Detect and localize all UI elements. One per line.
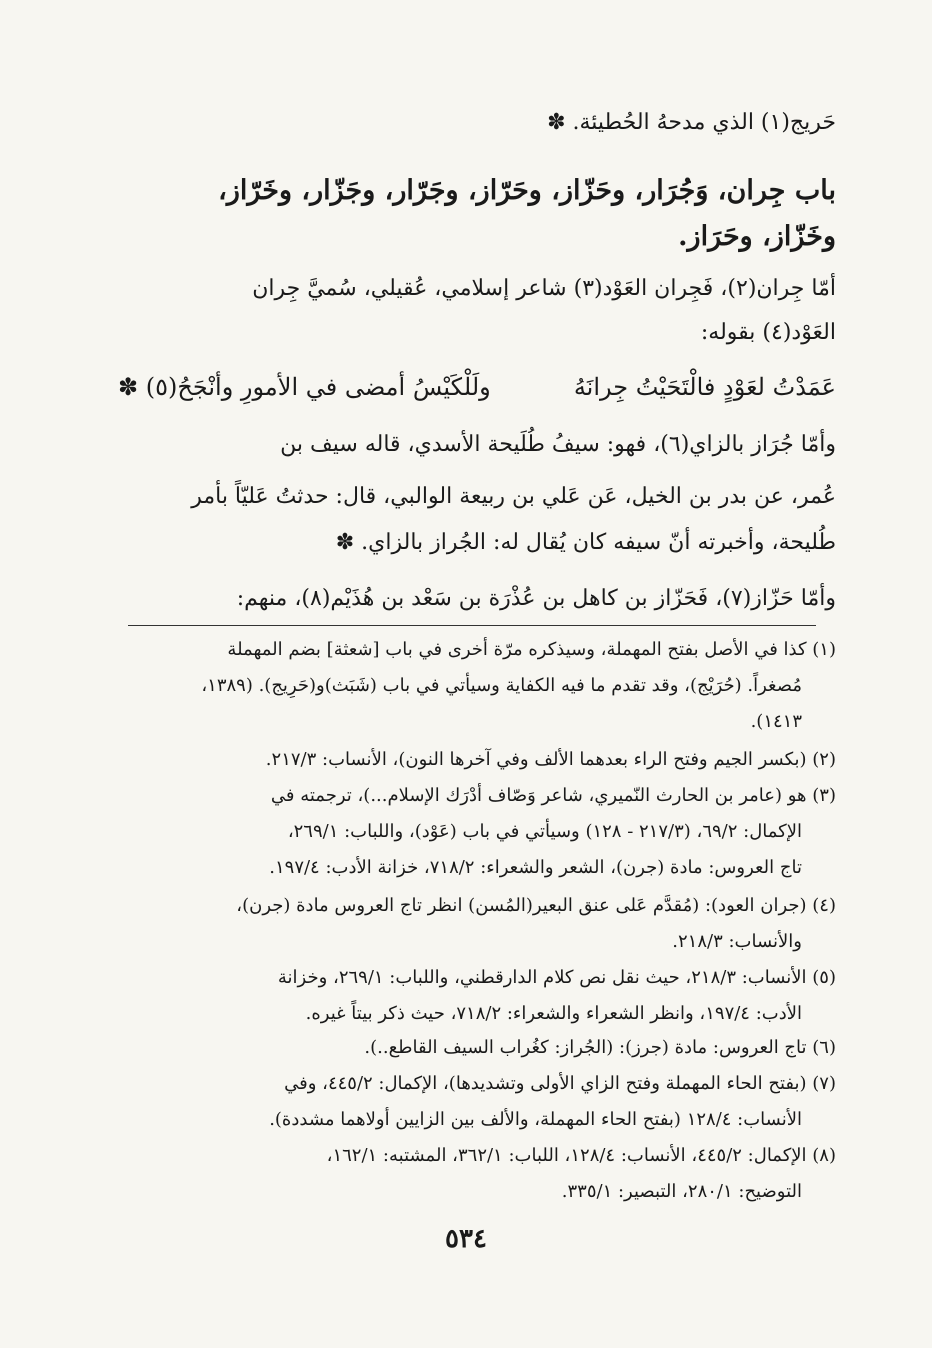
paragraph-1-line-1: أمّا جِران(٢)، فَجِران العَوْد(٣) شاعر إسلامي، عُقيلي، سُميَّ جِران: [252, 276, 836, 301]
verse-hemistich-1: عَمَدْتُ لعَوْدٍ فالْتَحَيْتُ جِرانَهُ: [573, 373, 836, 401]
chapter-heading-line-2: وخَزّاز، وحَرَاز.: [678, 221, 836, 252]
footnote-separator: [128, 625, 816, 626]
chapter-heading-line-1: باب جِران، وَجُرَار، وحَزّاز، وحَرّاز، وجَرّار، وجَزّار، وخَرّاز،: [218, 175, 836, 206]
footnote-3-line-1: (٣) هو (عامر بن الحارث النّميري، شاعر وَصّاف أدْرَك الإسلام...)، ترجمته في: [270, 785, 836, 806]
footnote-8-line-1: (٨) الإكمال: ٤٤٥/٢، الأنساب: ١٢٨/٤، اللباب: ٣٦٢/١، المشتبه: ١٦٢/١،: [326, 1145, 836, 1166]
footnote-3-line-2: الإكمال: ٦٩/٢، (٢١٧/٣ - ١٢٨) وسيأتي في باب (عَوْد)، واللباب: ٢٦٩/١،: [287, 821, 802, 842]
footnote-4-line-2: والأنساب: ٢١٨/٣.: [672, 931, 802, 952]
paragraph-3: وأمّا حَزّاز(٧)، فَحَزّاز بن كاهل بن عُذْرَة بن سَعْد بن هُذَيْم(٨)، منهم:: [236, 586, 836, 611]
footnote-8-line-2: التوضيح: ٢٨٠/١، التبصير: ٣٣٥/١.: [561, 1181, 802, 1202]
page-number: ٥٣٤: [445, 1224, 487, 1254]
footnote-7-line-1: (٧) (بفتح الحاء المهملة وفتح الزاي الأولى وتشديدها)، الإكمال: ٤٤٥/٢، وفي: [284, 1073, 836, 1094]
footnote-7-line-2: الأنساب: ١٢٨/٤ (بفتح الحاء المهملة، والألف بين الزايين أولاهما مشددة).: [269, 1109, 802, 1130]
footnote-2-line-1: (٢) (بكسر الجيم وفتح الراء بعدهما الألف وفي آخرها النون)، الأنساب: ٢١٧/٣.: [265, 749, 836, 770]
footnote-3-line-3: تاج العروس: مادة (جرن)، الشعر والشعراء: ٧١٨/٢، خزانة الأدب: ١٩٧/٤.: [269, 857, 802, 878]
paragraph-2-line-1: وأمّا جُرَاز بالزاي(٦)، فهو: سيفُ طُلَيحة الأسدي، قاله سيف بن: [280, 432, 836, 457]
text-line-top: حَريج(١) الذي مدحهُ الحُطيئة. ✽: [547, 110, 836, 135]
footnote-6-line-1: (٦) تاج العروس: مادة (جرز): (الجُراز: كغُراب السيف القاطع..).: [364, 1037, 836, 1058]
poetry-verse: [118, 364, 836, 410]
footnote-1-line-2: مُصغراً. (حُرَيْج)، وقد تقدم ما فيه الكفاية وسيأتي في باب (شَبَث)و(حَرِيج). (١٣٨٩،: [201, 675, 802, 696]
paragraph-2-line-3: طُليحة، وأخبرته أنّ سيفه كان يُقال له: الجُراز بالزاي. ✽: [335, 530, 836, 555]
verse-hemistich-2: ولَلْكَيْسُ أمضى في الأمورِ وأنْجَحُ(٥) ✽: [118, 373, 491, 401]
footnote-1-line-1: (١) كذا في الأصل بفتح المهملة، وسيذكره مرّة أخرى في باب [شعثة] بضم المهملة: [227, 639, 836, 660]
paragraph-2-line-2: عُمر، عن بدر بن الخيل، عَن عَلي بن ربيعة الوالبي، قال: حدثتُ عَليّاً بأمر: [191, 484, 836, 509]
footnote-1-line-3: ١٤١٣).: [750, 711, 802, 732]
footnote-4-line-1: (٤) (جران العود): (مُقدَّم عَلى عنق البعير(المُسن) انظر تاج العروس مادة (جرن)،: [236, 895, 836, 916]
paragraph-1-line-2: العَوْد(٤) بقوله:: [700, 320, 836, 345]
footnote-5-line-1: (٥) الأنساب: ٢١٨/٣، حيث نقل نص كلام الدارقطني، واللباب: ٢٦٩/١، وخزانة: [277, 967, 836, 988]
footnote-5-line-2: الأدب: ١٩٧/٤، وانظر الشعراء والشعراء: ٧١٨/٢، حيث ذكر بيتاً غيره.: [305, 1003, 802, 1024]
